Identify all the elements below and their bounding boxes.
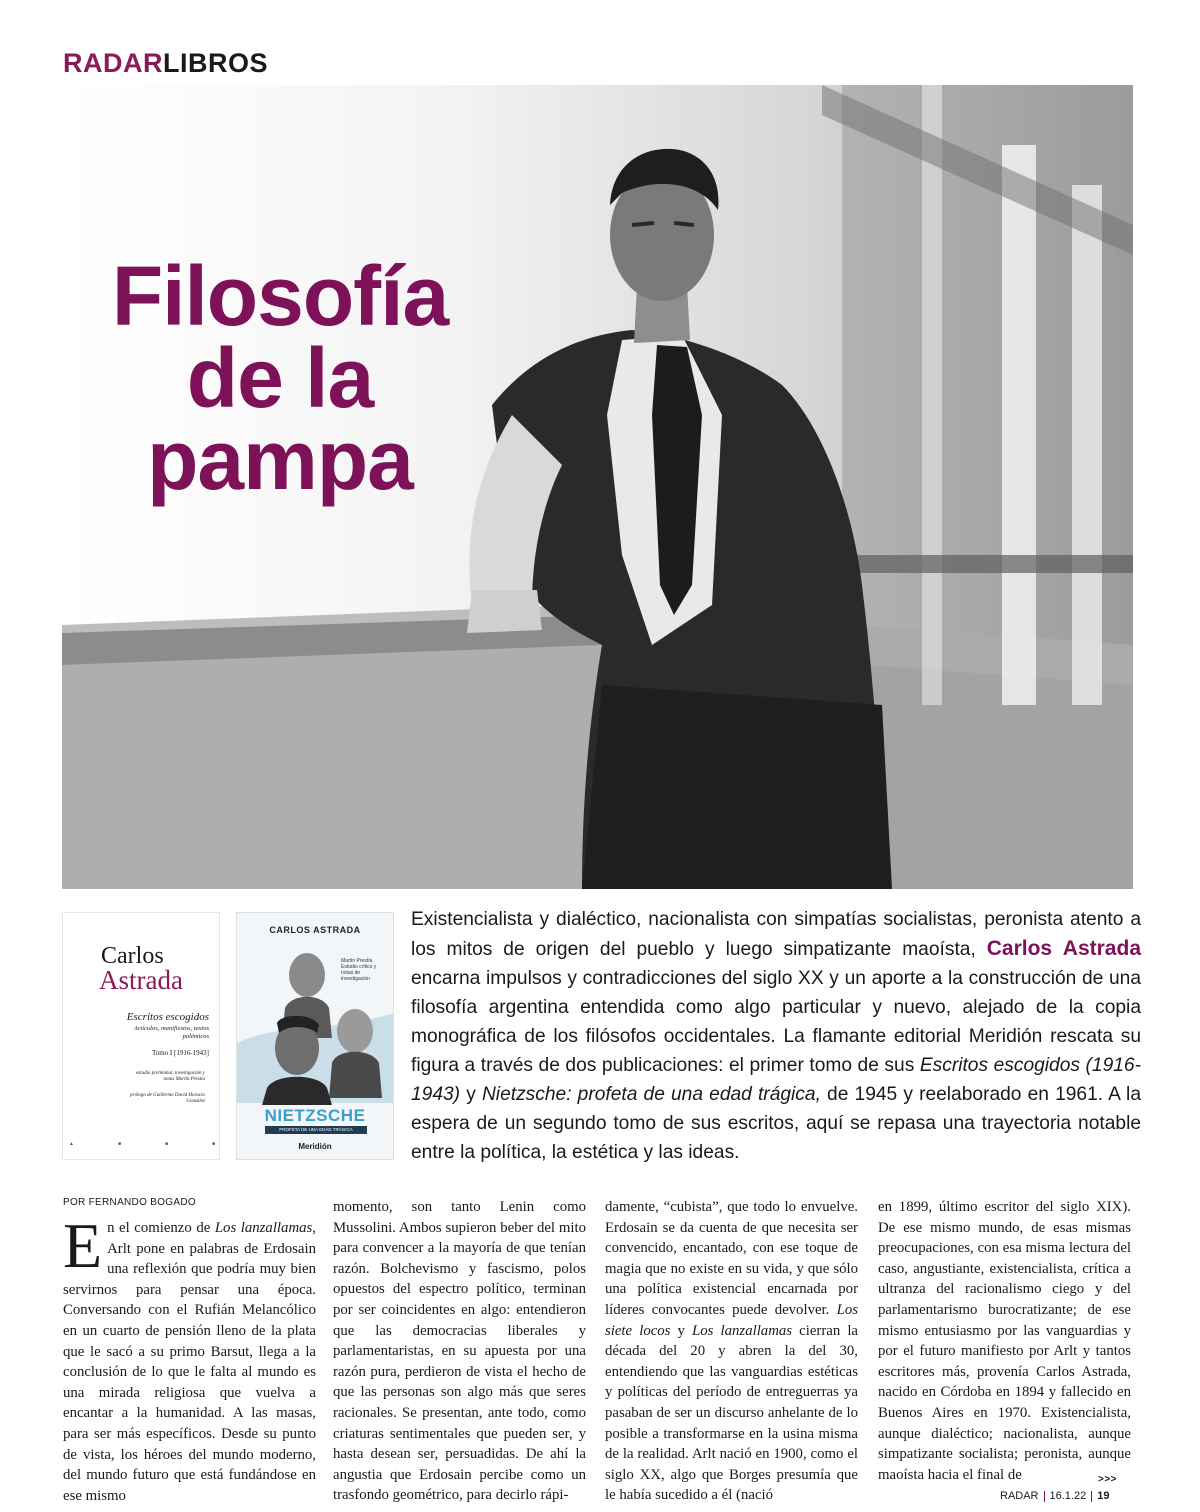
- logo-mark: ■: [117, 1141, 121, 1147]
- body-text: cierran la década del 20 y abren la del 30, entendiendo que las vanguardias estéticas y políticas del período de entreguerras ya pasaban de ser un discurso anhelante de lo posible a transformarse en la usina misma de la realidad. Arlt nació en 1900, como el siglo XX, algo que Borges presumía que le había sucedido a él (nació: [605, 1322, 858, 1504]
- lede-text: y: [460, 1084, 482, 1105]
- book-title: NIETZSCHE: [264, 1106, 366, 1125]
- book-volume: Tomo I [1916-1943]: [151, 1049, 209, 1057]
- book-credits-prologue: prólogo de Guillermo David Horacio González: [130, 1093, 205, 1104]
- lede-text: de 1945 y reelaborado en 1961. A la espera de un segundo tomo de sus escritos, aquí se repasa una trayectoria notable entre la política, la estética y las ideas.: [411, 1084, 1141, 1163]
- body-text: momento, son tanto Lenin como Mussolini. Ambos supieron beber del mito para convencer a la mayoría de que tenían razón. Bolchevismo y fascismo, polos opuestos del espectro político, terminan por ser coincidentes en algo: entendieron que las democracias liberales y parlamentaristas, en su apuesta por una razón pura, perdieron de vista el hecho de que las personas son algo más que seres racionales. Se presentan, ante todo, como criaturas sentimentales que pueden ser, y hasta desean ser, persuadidas. De ahí la angustia que Erdosain percibe como un trasfondo geométrico, para decirlo rápi-: [333, 1199, 586, 1504]
- body-text: , Arlt pone en palabras de Erdosain una reflexión que podría muy bien servirnos para pensar una época. Conversando con el Rufián Melancólico en un cuarto de pensión lleno de la plata que le sacó a su primo Barsut, llega a la conclusión de lo que le falta al mundo es una mirada religiosa que vuelva a encantar a la humanidad. A las masas, para ser más específicos. Desde su punto de vista, los héroes del mundo moderno, del mundo futuro que está fundándose en ese mismo: [63, 1220, 316, 1504]
- book-title: Escritos escogidos: [126, 1011, 209, 1023]
- page-footer: [1000, 1490, 1109, 1502]
- section-header: [63, 48, 268, 79]
- body-column-2: [333, 1197, 586, 1506]
- publisher-logos: [69, 1141, 215, 1147]
- drop-cap: E: [63, 1210, 103, 1281]
- book-side-credit: Martín Prestía Estudio crítico y notas de investigación: [341, 958, 377, 982]
- headline-line-3: pampa: [147, 413, 413, 507]
- lede-paragraph: [411, 905, 1141, 1167]
- headline: [80, 249, 480, 507]
- headline-line-1: Filosofía: [111, 249, 449, 343]
- logo-mark: ▲: [69, 1141, 74, 1147]
- footer-magazine: RADAR: [1000, 1490, 1039, 1502]
- footer-date: 16.1.22: [1049, 1490, 1087, 1502]
- body-book-title: Los lanzallamas: [214, 1220, 313, 1236]
- book-author-first: Carlos: [101, 943, 164, 969]
- body-text: n el comienzo de: [107, 1220, 215, 1236]
- page-number: 19: [1097, 1490, 1110, 1502]
- section-name-libros: LIBROS: [163, 48, 269, 78]
- logo-mark: ■: [211, 1141, 215, 1147]
- book-author: CARLOS ASTRADA: [269, 925, 361, 935]
- book-subtitle: Artículos, manifiestos, textos polémicos: [133, 1025, 209, 1040]
- lede-text: Existencialista y dialéctico, nacionalista con simpatías socialistas, peronista atento a los mitos de origen del pueblo y luego simpatizante maoísta,: [411, 909, 1141, 960]
- book-cover-nietzsche: [236, 912, 394, 1160]
- body-text: en 1899, último escritor del siglo XIX). De ese mismo mundo, de esas mismas preocupaciones, con esa misma lectura del caso, angustiante, existencialista, crítica a ultranza del racionalismo ciego y del parlamentarismo burocratizante; de ese mismo entusiasmo por las vanguardias y por el futuro manifiesto por Arlt y tantos escritores más, provenía Carlos Astrada, nacido en Córdoba en 1894 y fallecido en Buenos Aires en 1970. Existencialista, aunque dialéctico; nacionalista, aunque simpatizante socialista; peronista, aunque maoísta hacia el final de: [878, 1199, 1131, 1483]
- body-book-title: Los lanzallamas: [692, 1322, 793, 1339]
- byline: POR FERNANDO BOGADO: [63, 1197, 196, 1208]
- book-author-last: Astrada: [99, 965, 183, 995]
- section-name-radar: RADAR: [63, 48, 163, 78]
- lede-highlight-name: Carlos Astrada: [986, 937, 1141, 960]
- body-book-title: Los siete locos: [605, 1301, 858, 1339]
- body-column-4: [878, 1197, 1131, 1485]
- body-column-3: [605, 1197, 858, 1506]
- body-text: y: [670, 1322, 693, 1339]
- body-text: damente, “cubista”, que todo lo envuelve. Erdosain se da cuenta de que necesita ser convencido, encantado, con ese toque de magia que no existe en su vida, y que sólo una política existencial encarnada por líderes convocantes puede devolver.: [605, 1199, 858, 1318]
- headline-line-2: de la: [186, 331, 374, 425]
- book-credits-study: estudio preliminar, investigación y notas Martín Prestía: [136, 1071, 205, 1082]
- lede-text: encarna impulsos y contradicciones del siglo XX y un aporte a la construcción de una filosofía argentina entendida como algo particular y nuevo, alejado de la copia monográfica de los filósofos occidentales. La flamante editorial Meridión rescata su figura a través de dos publicaciones: el primer tomo de sus: [411, 968, 1141, 1076]
- body-column-1: [63, 1210, 316, 1506]
- footer-divider: [1091, 1491, 1092, 1502]
- logo-mark: ■: [164, 1141, 168, 1147]
- footer-divider: [1044, 1491, 1045, 1502]
- book-subtitle-band: PROFETA DE UNA EDAD TRÁGICA: [265, 1126, 367, 1134]
- continue-marker: >>>: [1098, 1474, 1118, 1485]
- lede-book-title: Nietzsche: profeta de una edad trágica,: [481, 1084, 821, 1105]
- book-publisher: Meridión: [298, 1142, 332, 1151]
- book-cover-escritos: [62, 912, 220, 1160]
- lede-book-title: Escritos escogidos (1916-1943): [411, 1055, 1141, 1105]
